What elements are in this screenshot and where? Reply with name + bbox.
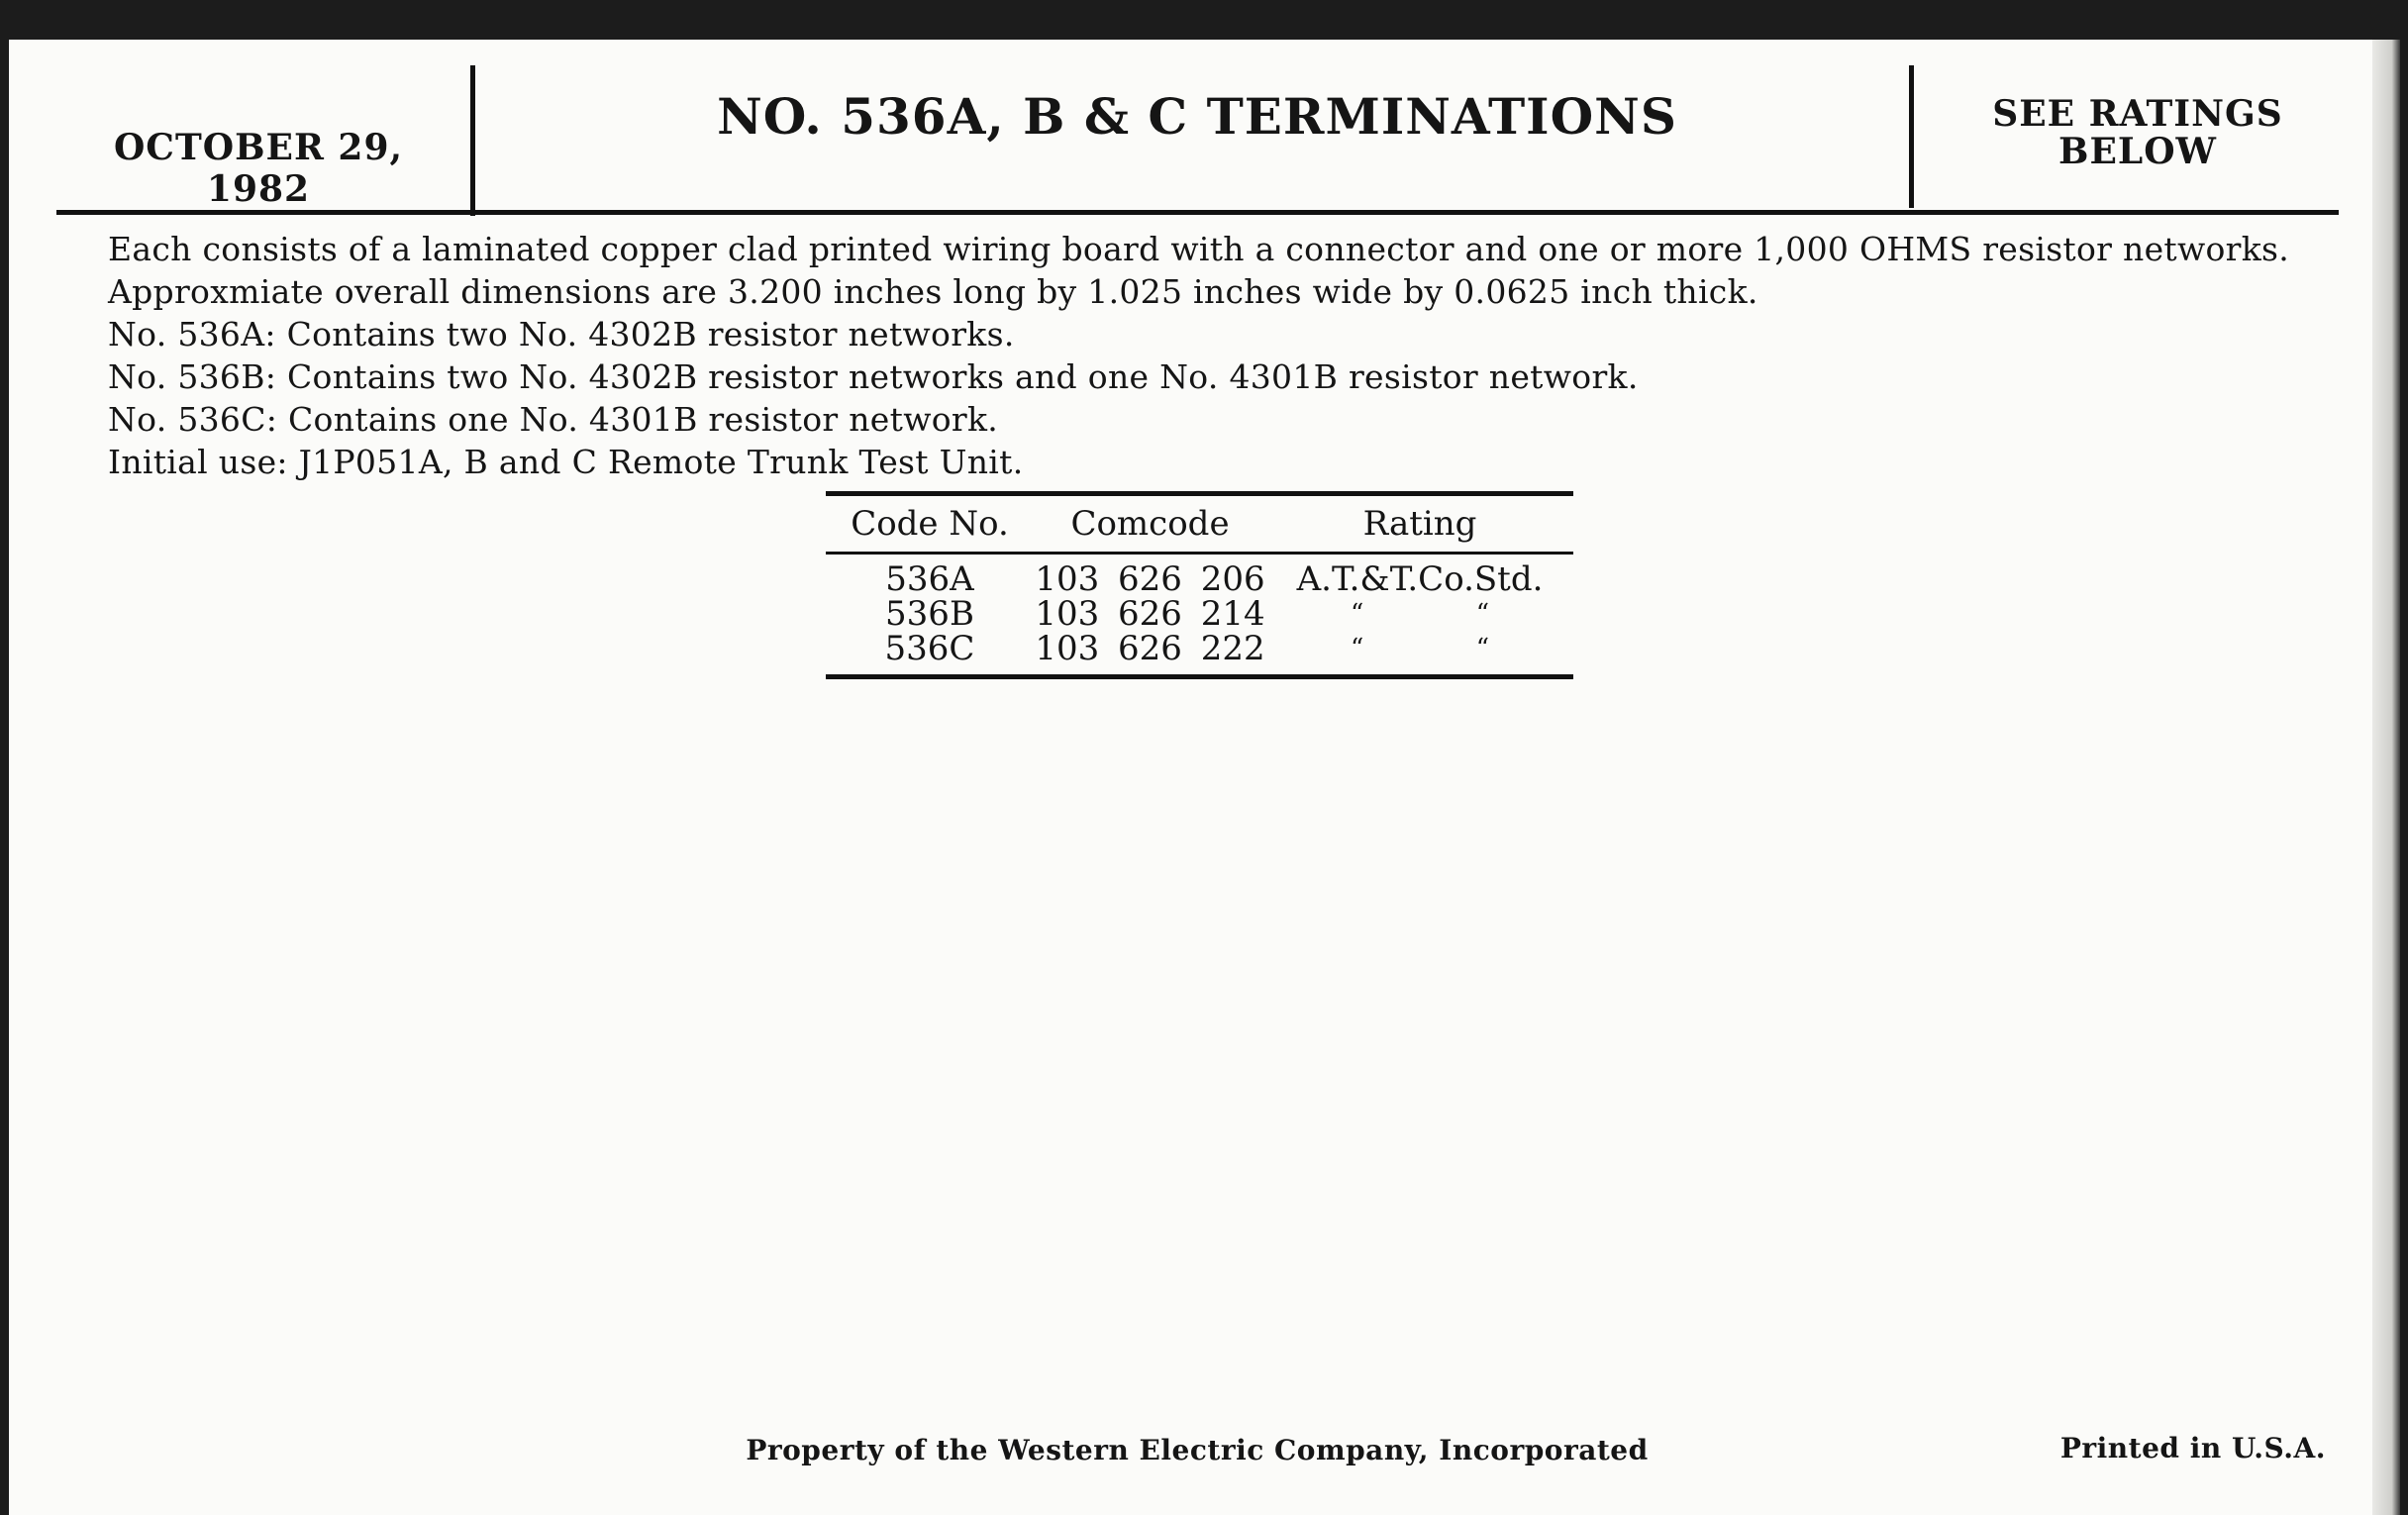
comcode-cell: 103 626 222 [1035,629,1265,668]
description-line-1: Each consists of a laminated copper clad printed wiring board with a connector and one or more 1,000 OHMS resistor networks. [108,230,2290,268]
rating-cell [1266,597,1573,632]
document-card [9,40,2400,1515]
column-header-code: Code No. [851,504,1009,544]
ditto-mark-right: “ [1475,634,1489,663]
description-line-6: Initial use: J1P051A, B and C Remote Trunk Test Unit. [108,443,1024,481]
header-rule [56,210,2339,215]
code-cell: 536A [885,559,974,599]
page-title: NO. 536A, B & C TERMINATIONS [717,87,1677,146]
table-row [826,629,1573,668]
description-line-3: No. 536A: Contains two No. 4302B resistor networks. [108,315,1015,354]
table-row [826,594,1573,634]
table-row [826,559,1573,599]
description-line-5: No. 536C: Contains one No. 4301B resistor network. [108,400,999,439]
rating-note-line-1: SEE RATINGS [1992,93,2283,135]
column-header-comcode: Comcode [1070,504,1230,544]
header-rating-note [1925,95,2351,170]
table-body [826,555,1573,674]
description-line-4: No. 536B: Contains two No. 4302B resistor networks and one No. 4301B resistor network. [108,357,1639,396]
rating-note-line-2: BELOW [2058,131,2217,172]
footer-printed-in: Printed in U.S.A. [2059,1432,2326,1464]
comcode-cell: 103 626 206 [1035,559,1265,599]
code-cell: 536B [885,594,974,634]
header-divider-left [470,65,475,216]
ditto-marks [1351,597,1489,632]
column-header-rating: Rating [1362,504,1477,544]
table-header-row [826,496,1573,552]
rating-cell: A.T.&T.Co.Std. [1296,559,1544,599]
description-block [108,228,2356,483]
card-edge-shadow [2372,40,2400,1515]
header-divider-right [1909,65,1914,208]
ditto-mark-right: “ [1475,599,1489,629]
table-bottom-rule [826,674,1573,679]
rating-cell [1266,632,1573,666]
ditto-mark-left: “ [1351,634,1364,663]
footer-property-notice: Property of the Western Electric Company, Incorporated [746,1434,1649,1466]
ratings-table [826,491,1573,679]
description-line-2: Approxmiate overall dimensions are 3.200 inches long by 1.025 inches wide by 0.0625 inch thick. [108,272,1758,311]
code-cell: 536C [884,629,975,668]
ditto-mark-left: “ [1351,599,1364,629]
comcode-cell: 103 626 214 [1035,594,1265,634]
ditto-marks [1351,632,1489,666]
header-date: OCTOBER 29, 1982 [113,127,404,210]
